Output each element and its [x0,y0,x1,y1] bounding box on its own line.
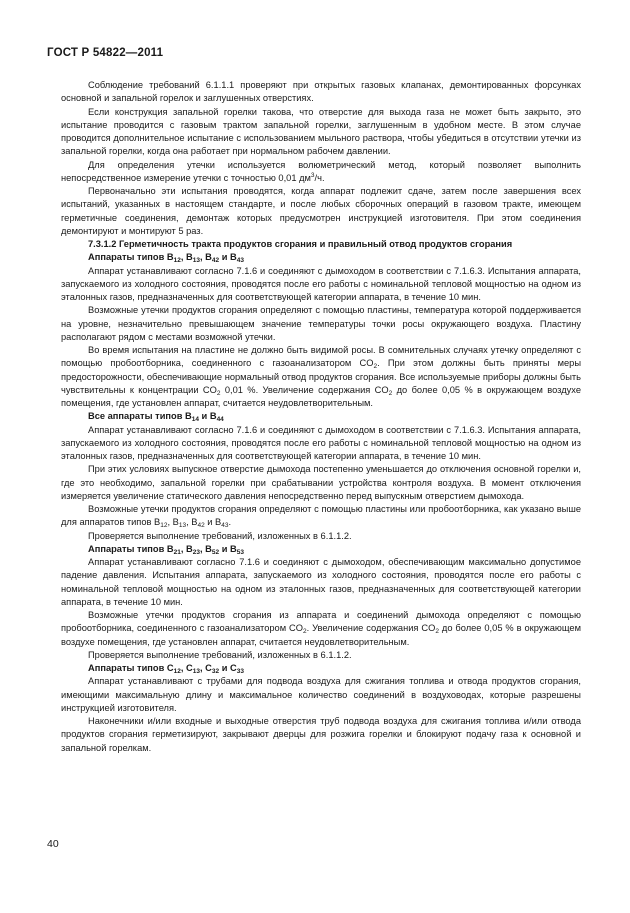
paragraph: При этих условиях выпускное отверстие дымохода постепенно уменьшается до отключения основной горелки и, где это необходимо, запальной горелки при срабатывании устройства контроля воздуха. В момент отключения измеряется увеличение статического давления непосредственно перед выпускным отверстием дымохода. [61,464,581,501]
paragraph: Аппарат устанавливают согласно 7.1.6 и соединяют с дымоходом, обеспечивающим максимально допустимое падение давления. Испытания аппарата, запускаемого из холодного состояния, проводятся после его работы с номинальной тепловой мощностью на одном из эталонных газов, предназначенных для соответствующей категории аппарата, в течение 10 мин. [61,557,581,607]
paragraph: Во время испытания на пластине не должно быть видимой росы. В сомнительных случаях утечку определяют с помощью пробоотборника, соединенного с газоанализатором $CO_2$. При этом должны быть приняты меры предосторожности, обеспечивающие нормальный отвод продуктов сгорания. Все используемые приборы должны быть чувствительны к концентрации $CO_2$ 0,01 %. Увеличение содержания $CO_2$ до более 0,05 % в окружающем воздухе помещения, где установлен аппарат, считается неудовлетворительным. [61,345,582,408]
document-body [61,79,581,755]
paragraph: Если конструкция запальной горелки такова, что отверстие для выхода газа не может быть закрыто, это испытание проводится с газовым трактом запальной горелки, заглушенным в удобном месте. В этом случае проводится дополнительное испытание с использованием мыльного раствора, чтобы убедиться в отсутствии утечки из запальной горелки, когда она работает при нормальном рабочем давлении. [61,106,581,157]
paragraph: Аппарат устанавливают с трубами для подвода воздуха для сжигания топлива и отвода продуктов сгорания, имеющими максимальную длину и максимальное количество соединений в воздуховодах, которые разрешены инструкцией изготовителя. [61,676,581,713]
document-header: ГОСТ Р 54822—2011 [47,47,164,59]
subheading: Все аппараты типов $B_{14}$ и $B_{44}$ [88,411,224,424]
paragraph: Для определения утечки используется волюметрический метод, который позволяет выполнить непосредственное измерение утечки с точностью 0,01 $дм^3/ч$. [61,159,581,183]
paragraph: Возможные утечки продуктов сгорания определяют с помощью пластины или пробоотборника, как указано выше для аппаратов типов $B_{12}$, $B_{13}$, $B_{42}$ и $B_{43}$. [61,504,581,530]
subheading: Аппараты типов $B_{12}$, $B_{13}$, $B_{42}$ и $B_{43}$ [88,252,244,265]
paragraph: Аппарат устанавливают согласно 7.1.6 и соединяют с дымоходом в соответствии с 7.1.6.3. Испытания аппарата, запускаемого из холодного состояния, проводятся после его работы с номинальной тепловой мощностью на одном из эталонных газов, предназначенных для соответствующей категории аппарата, в течение 10 мин. [61,424,581,461]
subheading: Аппараты типов $C_{12}$, $C_{13}$, $C_{32}$ и $C_{33}$ [88,663,244,675]
paragraph: Проверяется выполнение требований, изложенных в 6.1.1.2. [88,530,352,541]
section-heading: 7.3.1.2 Герметичность тракта продуктов сгорания и правильный отвод продуктов сгорания [88,239,513,249]
paragraph: Наконечники и/или входные и выходные отверстия труб подвода воздуха для сжигания топлива и/или отвода продуктов сгорания герметизируют, закрывают дверцы для розжига горелки и блокируют подачу газа к основной и запальной горелкам. [61,716,581,753]
paragraph: Первоначально эти испытания проводятся, когда аппарат подлежит сдаче, затем после завершения всех испытаний, указанных в настоящем стандарте, и после любых сборочных операций в газовом тракте, имеющем герметичные соединения, демонтаж которых предусмотрен инструкцией изготовителя. При этом соединения демонтируют и монтируют 5 раз. [61,186,581,236]
paragraph: Возможные утечки продуктов сгорания из аппарата и соединений дымохода определяют с помощью пробоотборника, соединенного с газоанализатором $CO_2$. Увеличение содержания $CO_2$ до более 0,05 % в окружающем воздухе помещения, где установлен аппарат, считается неудовлетворительным. [61,610,581,647]
page-number: 40 [47,838,59,850]
paragraph: Аппарат устанавливают согласно 7.1.6 и соединяют с дымоходом в соответствии с 7.1.6.3. Испытания аппарата, запускаемого из холодного состояния, проводятся после его работы с номинальной тепловой мощностью на одном из эталонных газов, предназначенных для соответствующей категории аппарата, в течение 10 мин. [61,265,581,302]
paragraph: Соблюдение требований 6.1.1.1 проверяют при открытых газовых клапанах, демонтированных форсунках основной и запальной горелок и заглушенных отверстиях. [61,80,581,104]
paragraph: Проверяется выполнение требований, изложенных в 6.1.1.2. [88,649,352,660]
subheading: Аппараты типов $B_{21}$, $B_{23}$, $B_{52}$ и $B_{53}$ [88,543,244,556]
paragraph: Возможные утечки продуктов сгорания определяют с помощью пластины, температура которой поддерживается на уровне, незначительно превышающем значение температуры точки росы окружающего воздуха. Пластину располагают рядом с местами возможной утечки. [61,305,581,342]
